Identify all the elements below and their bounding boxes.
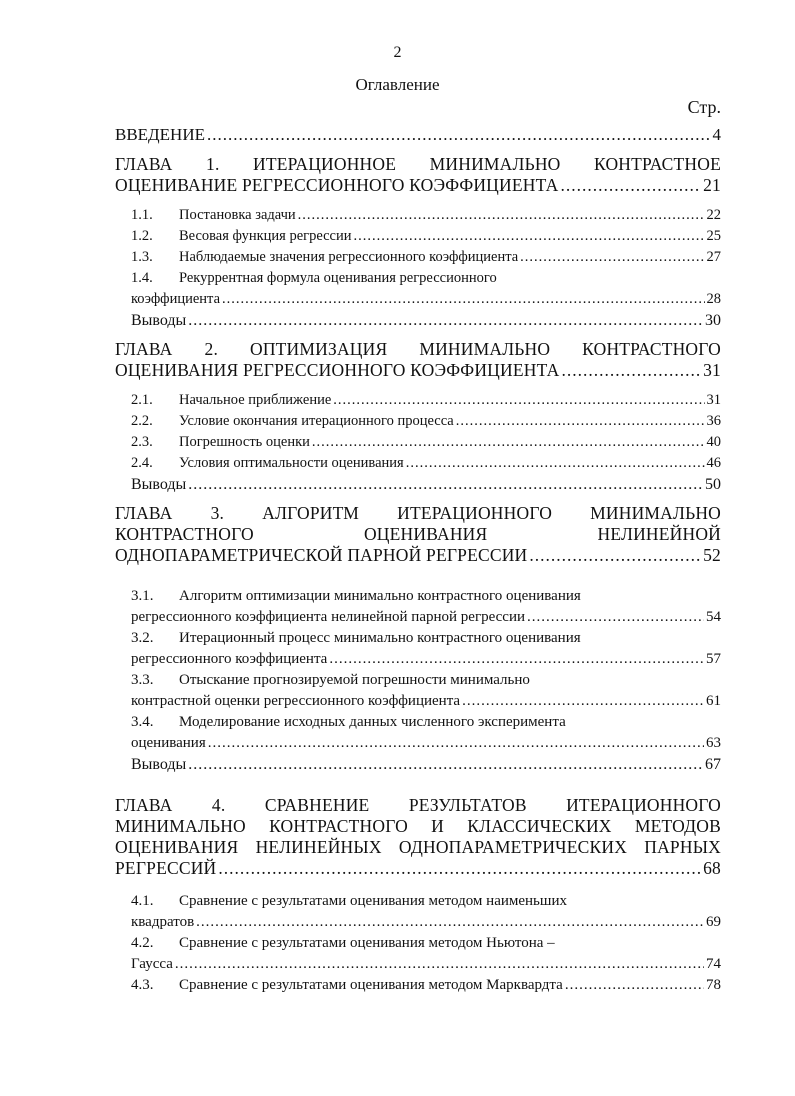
section-title-continued: регрессионного коэффициента нелинейной парной регрессии: [131, 609, 526, 625]
leader-dots: [333, 390, 704, 411]
section-title: Сравнение с результатами оценивания методом Марквардта: [179, 977, 563, 993]
section-title: Алгоритм оптимизации минимально контрастного оценивания: [179, 588, 581, 604]
leader-dots: [456, 411, 705, 432]
section-title: Наблюдаемые значения регрессионного коэффициента: [179, 249, 519, 265]
section-number: 2.2.: [131, 413, 153, 429]
section-number: 2.1.: [131, 392, 153, 408]
entry-page: 74: [706, 956, 721, 972]
toc-section[interactable]: [115, 205, 721, 226]
leader-dots: [560, 175, 701, 196]
section-title: Сравнение с результатами оценивания методом наименьших: [179, 893, 567, 909]
section-number: 3.4.: [131, 714, 154, 730]
section-title: Сравнение с результатами оценивания методом Ньютона –: [179, 935, 555, 951]
section-number: 3.3.: [131, 672, 154, 688]
leader-dots: [218, 858, 701, 879]
entry-page: 21: [703, 175, 721, 195]
toc-chapter-2[interactable]: [115, 339, 721, 381]
toc-section[interactable]: [115, 453, 721, 474]
entry-page: 4: [712, 125, 721, 144]
entry-page: 30: [705, 312, 721, 329]
chapter-title-line: ОДНОПАРАМЕТРИЧЕСКОЙ ПАРНОЙ РЕГРЕССИИ: [115, 545, 528, 565]
leader-dots: [298, 205, 705, 226]
toc-section[interactable]: [115, 432, 721, 453]
chapter-title-line: ОЦЕНИВАНИЕ РЕГРЕССИОННОГО КОЭФФИЦИЕНТА: [115, 175, 559, 195]
section-title-continued: коэффициента: [131, 291, 221, 307]
toc-title: Оглавление: [355, 75, 440, 94]
leader-dots: [208, 733, 704, 754]
entry-page: 67: [705, 756, 721, 773]
toc-chapter-1[interactable]: [115, 154, 721, 196]
section-title: Постановка задачи: [179, 207, 296, 223]
page-column-label: Стр.: [687, 97, 721, 117]
leader-dots: [188, 754, 703, 775]
entry-page: 36: [706, 413, 721, 429]
leader-dots: [527, 607, 704, 628]
section-number: 1.1.: [131, 207, 153, 223]
toc-section[interactable]: [115, 247, 721, 268]
toc-section[interactable]: [115, 226, 721, 247]
section-title-continued: квадратов: [131, 914, 195, 930]
entry-page: 27: [706, 249, 721, 265]
leader-dots: [175, 954, 704, 975]
entry-page: 63: [706, 735, 721, 751]
section-title-continued: Гаусса: [131, 956, 173, 972]
toc-section[interactable]: [115, 891, 721, 933]
chapter-title-line: ГЛАВА 3. АЛГОРИТМ ИТЕРАЦИОННОГО МИНИМАЛЬНО: [115, 503, 721, 523]
entry-page: 69: [706, 914, 721, 930]
section-number: 1.2.: [131, 228, 153, 244]
leader-dots: [406, 453, 705, 474]
section-number: 4.2.: [131, 935, 154, 951]
toc-chapter-4[interactable]: [115, 795, 721, 879]
conclusion-title: Выводы: [131, 476, 187, 493]
toc-conclusion[interactable]: [115, 474, 721, 495]
section-title: Моделирование исходных данных численного эксперимента: [179, 714, 566, 730]
entry-page: 28: [706, 291, 721, 307]
leader-dots: [188, 310, 703, 331]
section-title: Рекуррентная формула оценивания регрессионного: [179, 270, 497, 286]
entry-title: ВВЕДЕНИЕ: [115, 125, 205, 144]
toc-section[interactable]: [115, 975, 721, 996]
chapter-title-line: ГЛАВА 1. ИТЕРАЦИОННОЕ МИНИМАЛЬНО КОНТРАСТНОЕ: [115, 154, 721, 174]
entry-page: 31: [703, 360, 721, 380]
section-title: Итерационный процесс минимально контрастного оценивания: [179, 630, 581, 646]
chapter-title-line: ГЛАВА 2. ОПТИМИЗАЦИЯ МИНИМАЛЬНО КОНТРАСТНОГО: [115, 339, 721, 359]
entry-page: 57: [706, 651, 721, 667]
toc-section[interactable]: [115, 268, 721, 310]
chapter-title-line: МИНИМАЛЬНО КОНТРАСТНОГО И КЛАССИЧЕСКИХ МЕТОДОВ: [115, 816, 721, 836]
entry-page: 25: [706, 228, 721, 244]
entry-page: 46: [706, 455, 721, 471]
section-number: 2.4.: [131, 455, 153, 471]
leader-dots: [565, 975, 704, 996]
toc-section[interactable]: [115, 712, 721, 754]
table-of-contents: [115, 122, 721, 996]
entry-page: 31: [706, 392, 721, 408]
leader-dots: [329, 649, 704, 670]
chapter-title-line: РЕГРЕССИЙ: [115, 858, 217, 878]
toc-chapter-3[interactable]: [115, 503, 721, 566]
entry-page: 22: [706, 207, 721, 223]
toc-section[interactable]: [115, 586, 721, 628]
entry-page: 54: [706, 609, 721, 625]
section-title: Начальное приближение: [179, 392, 332, 408]
section-number: 4.3.: [131, 977, 154, 993]
toc-section[interactable]: [115, 933, 721, 975]
entry-page: 78: [706, 977, 721, 993]
section-title-continued: оценивания: [131, 735, 206, 751]
entry-page: 68: [703, 858, 721, 878]
toc-section[interactable]: [115, 628, 721, 670]
section-title-continued: регрессионного коэффициента: [131, 651, 328, 667]
section-title: Погрешность оценки: [179, 434, 310, 450]
leader-dots: [529, 545, 701, 566]
section-number: 1.3.: [131, 249, 153, 265]
toc-section[interactable]: [115, 411, 721, 432]
section-title: Весовая функция регрессии: [179, 228, 352, 244]
leader-dots: [312, 432, 705, 453]
leader-dots: [222, 289, 704, 310]
leader-dots: [207, 124, 711, 146]
chapter-title-line: ОЦЕНИВАНИЯ РЕГРЕССИОННОГО КОЭФФИЦИЕНТА: [115, 360, 560, 380]
toc-conclusion[interactable]: [115, 310, 721, 331]
section-number: 3.1.: [131, 588, 154, 604]
toc-section[interactable]: [115, 670, 721, 712]
leader-dots: [354, 226, 705, 247]
toc-section[interactable]: [115, 390, 721, 411]
entry-page: 52: [703, 545, 721, 565]
section-title-continued: контрастной оценки регрессионного коэффициента: [131, 693, 461, 709]
page-number: 2: [393, 44, 402, 61]
chapter-4-sections: [115, 891, 721, 996]
entry-page: 40: [706, 434, 721, 450]
leader-dots: [196, 912, 704, 933]
leader-dots: [188, 474, 703, 495]
conclusion-title: Выводы: [131, 312, 187, 329]
section-number: 1.4.: [131, 270, 153, 286]
section-title: Условия оптимальности оценивания: [179, 455, 404, 471]
chapter-title-line: КОНТРАСТНОГО ОЦЕНИВАНИЯ НЕЛИНЕЙНОЙ: [115, 524, 721, 544]
entry-page: 50: [705, 476, 721, 493]
entry-page: 61: [706, 693, 721, 709]
section-title: Отыскание прогнозируемой погрешности минимально: [179, 672, 530, 688]
chapter-2-sections: [115, 390, 721, 495]
toc-entry-introduction[interactable]: [115, 124, 721, 146]
chapter-title-line: ГЛАВА 4. СРАВНЕНИЕ РЕЗУЛЬТАТОВ ИТЕРАЦИОННОГО: [115, 795, 721, 815]
section-title: Условие окончания итерационного процесса: [179, 413, 454, 429]
toc-conclusion[interactable]: [115, 754, 721, 775]
section-number: 2.3.: [131, 434, 153, 450]
chapter-1-sections: [115, 205, 721, 331]
leader-dots: [561, 360, 701, 381]
chapter-title-line: ОЦЕНИВАНИЯ НЕЛИНЕЙНЫХ ОДНОПАРАМЕТРИЧЕСКИХ ПАРНЫХ: [115, 837, 721, 857]
section-number: 4.1.: [131, 893, 154, 909]
chapter-3-sections: [115, 586, 721, 775]
section-number: 3.2.: [131, 630, 154, 646]
leader-dots: [462, 691, 704, 712]
conclusion-title: Выводы: [131, 756, 187, 773]
leader-dots: [520, 247, 704, 268]
